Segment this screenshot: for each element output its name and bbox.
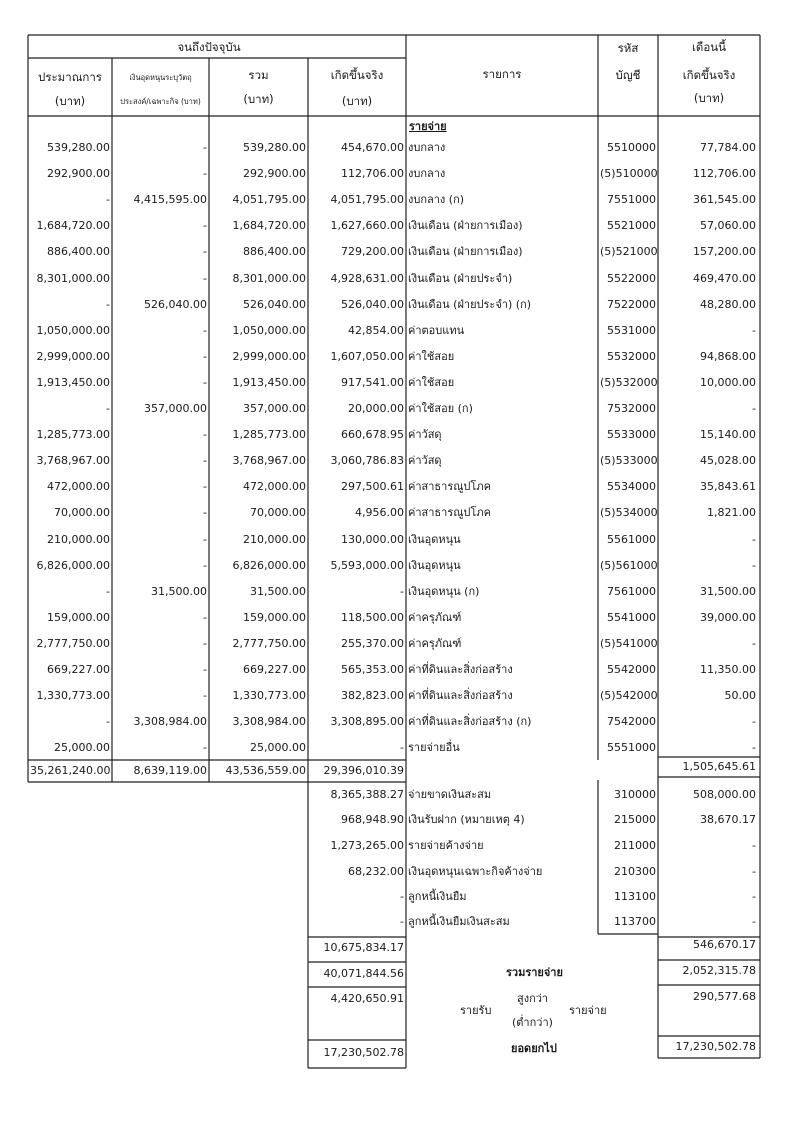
row-month: 57,060.00 xyxy=(700,219,756,232)
header-total: รวม xyxy=(248,68,269,82)
section-title: รายจ่าย xyxy=(409,120,447,133)
row-actual: 130,000.00 xyxy=(341,533,404,546)
row-month: 35,843.61 xyxy=(700,480,756,493)
header-item: รายการ xyxy=(482,67,522,81)
row-item: ค่าสาธารณูปโภค xyxy=(408,506,491,519)
row-total: 159,000.00 xyxy=(243,611,306,624)
extra-row-item: เงินรับฝาก (หมายเหตุ 4) xyxy=(408,813,525,826)
row-total: 3,308,984.00 xyxy=(232,715,306,728)
row-item: เงินอุดหนุน (ก) xyxy=(408,585,480,598)
income-label: รายรับ xyxy=(460,1004,492,1017)
row-code: (5)533000 xyxy=(600,454,658,467)
subtotal-month: 546,670.17 xyxy=(693,938,756,951)
carry-actual: 17,230,502.78 xyxy=(323,1046,404,1059)
row-total: 526,040.00 xyxy=(243,298,306,311)
row-total: 4,051,795.00 xyxy=(232,193,306,206)
row-grant: - xyxy=(203,272,207,285)
row-estimate: 2,777,750.00 xyxy=(36,637,110,650)
total-actual: 29,396,010.39 xyxy=(323,764,404,777)
row-code: 7532000 xyxy=(607,402,656,415)
expense-label: รายจ่าย xyxy=(569,1004,607,1017)
extra-row-actual: 68,232.00 xyxy=(348,865,404,878)
row-item: ค่าใช้สอย xyxy=(408,350,455,363)
row-grant: - xyxy=(203,741,207,754)
header-total-unit: (บาท) xyxy=(243,92,274,106)
row-month: 15,140.00 xyxy=(700,428,756,441)
header-estimate: ประมาณการ xyxy=(38,70,102,84)
row-grant: - xyxy=(203,428,207,441)
row-total: 472,000.00 xyxy=(243,480,306,493)
row-actual: 297,500.61 xyxy=(341,480,404,493)
row-month: 94,868.00 xyxy=(700,350,756,363)
row-actual: 3,060,786.83 xyxy=(330,454,404,467)
row-actual: 660,678.95 xyxy=(341,428,404,441)
row-item: เงินเดือน (ฝ่ายการเมือง) xyxy=(408,245,523,258)
row-total: 669,227.00 xyxy=(243,663,306,676)
row-code: 5531000 xyxy=(607,324,656,337)
row-grant: - xyxy=(203,637,207,650)
row-estimate: 472,000.00 xyxy=(47,480,110,493)
row-item: เงินเดือน (ฝ่ายประจำ) xyxy=(408,272,513,285)
row-actual: 4,051,795.00 xyxy=(330,193,404,206)
row-month: 77,784.00 xyxy=(700,141,756,154)
row-grant: - xyxy=(203,219,207,232)
row-grant: - xyxy=(203,376,207,389)
row-month: 45,028.00 xyxy=(700,454,756,467)
row-item: งบกลาง (ก) xyxy=(408,193,465,206)
extra-row-item: ลูกหนี้เงินยืมเงินสะสม xyxy=(408,915,510,928)
row-actual: 42,854.00 xyxy=(348,324,404,337)
total-expense-month: 2,052,315.78 xyxy=(682,964,756,977)
row-estimate: - xyxy=(106,585,110,598)
header-estimate-unit: (บาท) xyxy=(54,94,86,108)
row-estimate: 1,285,773.00 xyxy=(36,428,110,441)
row-code: 7551000 xyxy=(607,193,656,206)
row-item: ค่าที่ดินและสิ่งก่อสร้าง xyxy=(408,689,513,702)
total-expense-label: รวมรายจ่าย xyxy=(506,966,563,979)
row-item: ค่าวัสดุ xyxy=(408,428,442,441)
row-estimate: 2,999,000.00 xyxy=(36,350,110,363)
row-grant: - xyxy=(203,167,207,180)
row-actual: 3,308,895.00 xyxy=(330,715,404,728)
row-total: 1,330,773.00 xyxy=(232,689,306,702)
row-total: 1,050,000.00 xyxy=(232,324,306,337)
total-total: 43,536,559.00 xyxy=(225,764,306,777)
extra-row-month: - xyxy=(752,890,756,903)
row-month: - xyxy=(752,559,756,572)
diff-month: 290,577.68 xyxy=(693,990,756,1003)
row-code: 5522000 xyxy=(607,272,656,285)
row-total: 31,500.00 xyxy=(250,585,306,598)
row-month: 31,500.00 xyxy=(700,585,756,598)
row-month: 39,000.00 xyxy=(700,611,756,624)
row-month: 157,200.00 xyxy=(693,245,756,258)
row-total: 2,999,000.00 xyxy=(232,350,306,363)
row-month: 1,821.00 xyxy=(707,506,756,519)
row-item: ค่าใช้สอย xyxy=(408,376,455,389)
row-month: - xyxy=(752,741,756,754)
header-month-unit: (บาท) xyxy=(693,91,725,105)
total-estimate: 35,261,240.00 xyxy=(30,764,111,777)
row-total: 886,400.00 xyxy=(243,245,306,258)
row-item: ค่าที่ดินและสิ่งก่อสร้าง xyxy=(408,663,513,676)
row-item: ค่าครุภัณฑ์ xyxy=(408,611,462,624)
row-month: 469,470.00 xyxy=(693,272,756,285)
header-to-date: จนถึงปัจจุบัน xyxy=(177,40,241,54)
row-grant: 4,415,595.00 xyxy=(133,193,207,206)
carry-label: ยอดยกไป xyxy=(511,1042,557,1055)
row-grant: - xyxy=(203,611,207,624)
carry-month: 17,230,502.78 xyxy=(675,1040,756,1053)
row-code: (5)534000 xyxy=(600,506,658,519)
row-code: 5510000 xyxy=(607,141,656,154)
row-actual: 4,956.00 xyxy=(355,506,404,519)
row-total: 357,000.00 xyxy=(243,402,306,415)
row-total: 539,280.00 xyxy=(243,141,306,154)
row-month: 11,350.00 xyxy=(700,663,756,676)
row-item: เงินเดือน (ฝ่ายประจำ) (ก) xyxy=(408,298,531,311)
extra-row-item: รายจ่ายค้างจ่าย xyxy=(408,839,484,852)
row-actual: 1,607,050.00 xyxy=(330,350,404,363)
row-actual: 20,000.00 xyxy=(348,402,404,415)
row-actual: 454,670.00 xyxy=(341,141,404,154)
row-code: (5)532000 xyxy=(600,376,658,389)
extra-row-actual: 968,948.90 xyxy=(341,813,404,826)
row-actual: 729,200.00 xyxy=(341,245,404,258)
row-estimate: 669,227.00 xyxy=(47,663,110,676)
row-estimate: 539,280.00 xyxy=(47,141,110,154)
row-code: 7542000 xyxy=(607,715,656,728)
row-total: 25,000.00 xyxy=(250,741,306,754)
row-grant: - xyxy=(203,533,207,546)
row-code: 5541000 xyxy=(607,611,656,624)
row-total: 210,000.00 xyxy=(243,533,306,546)
row-code: 5534000 xyxy=(607,480,656,493)
total-expense-actual: 40,071,844.56 xyxy=(323,967,404,980)
row-month: - xyxy=(752,324,756,337)
header-code-1: รหัส xyxy=(617,41,639,55)
row-item: งบกลาง xyxy=(408,167,446,180)
row-estimate: 886,400.00 xyxy=(47,245,110,258)
row-code: (5)510000 xyxy=(600,167,658,180)
row-item: ค่าที่ดินและสิ่งก่อสร้าง (ก) xyxy=(408,715,532,728)
row-estimate: 3,768,967.00 xyxy=(36,454,110,467)
higher-label: สูงกว่า xyxy=(517,992,549,1005)
row-item: เงินอุดหนุน xyxy=(408,533,461,546)
row-estimate: 1,684,720.00 xyxy=(36,219,110,232)
header-specific-grant-2: ประสงค์/เฉพาะกิจ (บาท) xyxy=(120,97,201,106)
row-estimate: 210,000.00 xyxy=(47,533,110,546)
extra-row-actual: - xyxy=(400,915,404,928)
extra-row-month: - xyxy=(752,865,756,878)
row-grant: - xyxy=(203,689,207,702)
row-item: ค่าสาธารณูปโภค xyxy=(408,480,491,493)
extra-row-month: 38,670.17 xyxy=(700,813,756,826)
row-total: 1,913,450.00 xyxy=(232,376,306,389)
row-estimate: 1,330,773.00 xyxy=(36,689,110,702)
extra-row-actual: 8,365,388.27 xyxy=(330,788,404,801)
row-total: 1,684,720.00 xyxy=(232,219,306,232)
extra-row-month: - xyxy=(752,839,756,852)
row-month: - xyxy=(752,715,756,728)
row-code: 5521000 xyxy=(607,219,656,232)
extra-row-code: 113700 xyxy=(614,915,656,928)
row-item: ค่าตอบแทน xyxy=(408,324,465,337)
row-code: 5532000 xyxy=(607,350,656,363)
row-actual: 118,500.00 xyxy=(341,611,404,624)
row-grant: 3,308,984.00 xyxy=(133,715,207,728)
row-grant: 31,500.00 xyxy=(151,585,207,598)
row-estimate: - xyxy=(106,298,110,311)
row-month: 48,280.00 xyxy=(700,298,756,311)
extra-row-code: 215000 xyxy=(614,813,656,826)
total-month: 1,505,645.61 xyxy=(682,760,756,773)
row-month: - xyxy=(752,533,756,546)
row-month: 10,000.00 xyxy=(700,376,756,389)
header-month-1: เดือนนี้ xyxy=(691,40,727,54)
row-code: (5)542000 xyxy=(600,689,658,702)
row-estimate: 159,000.00 xyxy=(47,611,110,624)
extra-row-item: จ่ายขาดเงินสะสม xyxy=(408,788,492,801)
extra-row-actual: 1,273,265.00 xyxy=(330,839,404,852)
header-actual: เกิดขึ้นจริง xyxy=(330,68,384,82)
row-code: 5561000 xyxy=(607,533,656,546)
row-grant: - xyxy=(203,141,207,154)
extra-row-code: 210300 xyxy=(614,865,656,878)
row-month: - xyxy=(752,637,756,650)
row-code: 5551000 xyxy=(607,741,656,754)
row-item: เงินอุดหนุน xyxy=(408,559,461,572)
row-month: 50.00 xyxy=(724,689,756,702)
row-actual: 255,370.00 xyxy=(341,637,404,650)
row-total: 6,826,000.00 xyxy=(232,559,306,572)
row-grant: - xyxy=(203,559,207,572)
row-item: ค่าครุภัณฑ์ xyxy=(408,637,462,650)
row-total: 2,777,750.00 xyxy=(232,637,306,650)
row-actual: 112,706.00 xyxy=(341,167,404,180)
row-grant: 526,040.00 xyxy=(144,298,207,311)
extra-row-code: 113100 xyxy=(614,890,656,903)
row-actual: 917,541.00 xyxy=(341,376,404,389)
extra-row-item: เงินอุดหนุนเฉพาะกิจค้างจ่าย xyxy=(408,865,543,878)
row-actual: - xyxy=(400,585,404,598)
row-total: 1,285,773.00 xyxy=(232,428,306,441)
row-actual: 382,823.00 xyxy=(341,689,404,702)
row-item: ค่าใช้สอย (ก) xyxy=(408,402,473,415)
row-estimate: 8,301,000.00 xyxy=(36,272,110,285)
row-estimate: 292,900.00 xyxy=(47,167,110,180)
row-estimate: - xyxy=(106,402,110,415)
diff-actual: 4,420,650.91 xyxy=(330,992,404,1005)
row-actual: 526,040.00 xyxy=(341,298,404,311)
row-code: (5)541000 xyxy=(600,637,658,650)
extra-row-month: - xyxy=(752,915,756,928)
row-grant: - xyxy=(203,350,207,363)
row-estimate: 70,000.00 xyxy=(54,506,110,519)
row-estimate: 6,826,000.00 xyxy=(36,559,110,572)
row-item: รายจ่ายอื่น xyxy=(408,741,460,754)
subtotal-actual: 10,675,834.17 xyxy=(323,941,404,954)
row-month: 112,706.00 xyxy=(693,167,756,180)
total-grant: 8,639,119.00 xyxy=(133,764,207,777)
header-code-2: บัญชี xyxy=(615,68,641,82)
row-actual: - xyxy=(400,741,404,754)
row-grant: - xyxy=(203,245,207,258)
row-code: 5542000 xyxy=(607,663,656,676)
row-estimate: - xyxy=(106,715,110,728)
row-code: 7522000 xyxy=(607,298,656,311)
row-item: เงินเดือน (ฝ่ายการเมือง) xyxy=(408,219,523,232)
row-estimate: 25,000.00 xyxy=(54,741,110,754)
row-actual: 5,593,000.00 xyxy=(330,559,404,572)
row-grant: - xyxy=(203,480,207,493)
row-code: (5)521000 xyxy=(600,245,658,258)
row-total: 70,000.00 xyxy=(250,506,306,519)
extra-row-code: 211000 xyxy=(614,839,656,852)
row-month: 361,545.00 xyxy=(693,193,756,206)
row-grant: 357,000.00 xyxy=(144,402,207,415)
extra-row-code: 310000 xyxy=(614,788,656,801)
header-actual-unit: (บาท) xyxy=(341,94,373,108)
row-code: (5)561000 xyxy=(600,559,658,572)
row-total: 3,768,967.00 xyxy=(232,454,306,467)
extra-row-actual: - xyxy=(400,890,404,903)
row-actual: 565,353.00 xyxy=(341,663,404,676)
row-total: 292,900.00 xyxy=(243,167,306,180)
extra-row-item: ลูกหนี้เงินยืม xyxy=(408,890,467,903)
row-total: 8,301,000.00 xyxy=(232,272,306,285)
row-month: - xyxy=(752,402,756,415)
row-grant: - xyxy=(203,324,207,337)
extra-row-month: 508,000.00 xyxy=(693,788,756,801)
row-code: 7561000 xyxy=(607,585,656,598)
row-grant: - xyxy=(203,663,207,676)
row-actual: 4,928,631.00 xyxy=(330,272,404,285)
header-month-2: เกิดขึ้นจริง xyxy=(682,68,736,82)
header-specific-grant: เงินอุดหนุนระบุวัตถุ xyxy=(129,73,192,82)
row-grant: - xyxy=(203,454,207,467)
row-estimate: 1,050,000.00 xyxy=(36,324,110,337)
row-code: 5533000 xyxy=(607,428,656,441)
row-estimate: - xyxy=(106,193,110,206)
lower-label: (ต่ำกว่า) xyxy=(512,1016,553,1029)
row-item: งบกลาง xyxy=(408,141,446,154)
row-actual: 1,627,660.00 xyxy=(330,219,404,232)
row-grant: - xyxy=(203,506,207,519)
row-item: ค่าวัสดุ xyxy=(408,454,442,467)
row-estimate: 1,913,450.00 xyxy=(36,376,110,389)
